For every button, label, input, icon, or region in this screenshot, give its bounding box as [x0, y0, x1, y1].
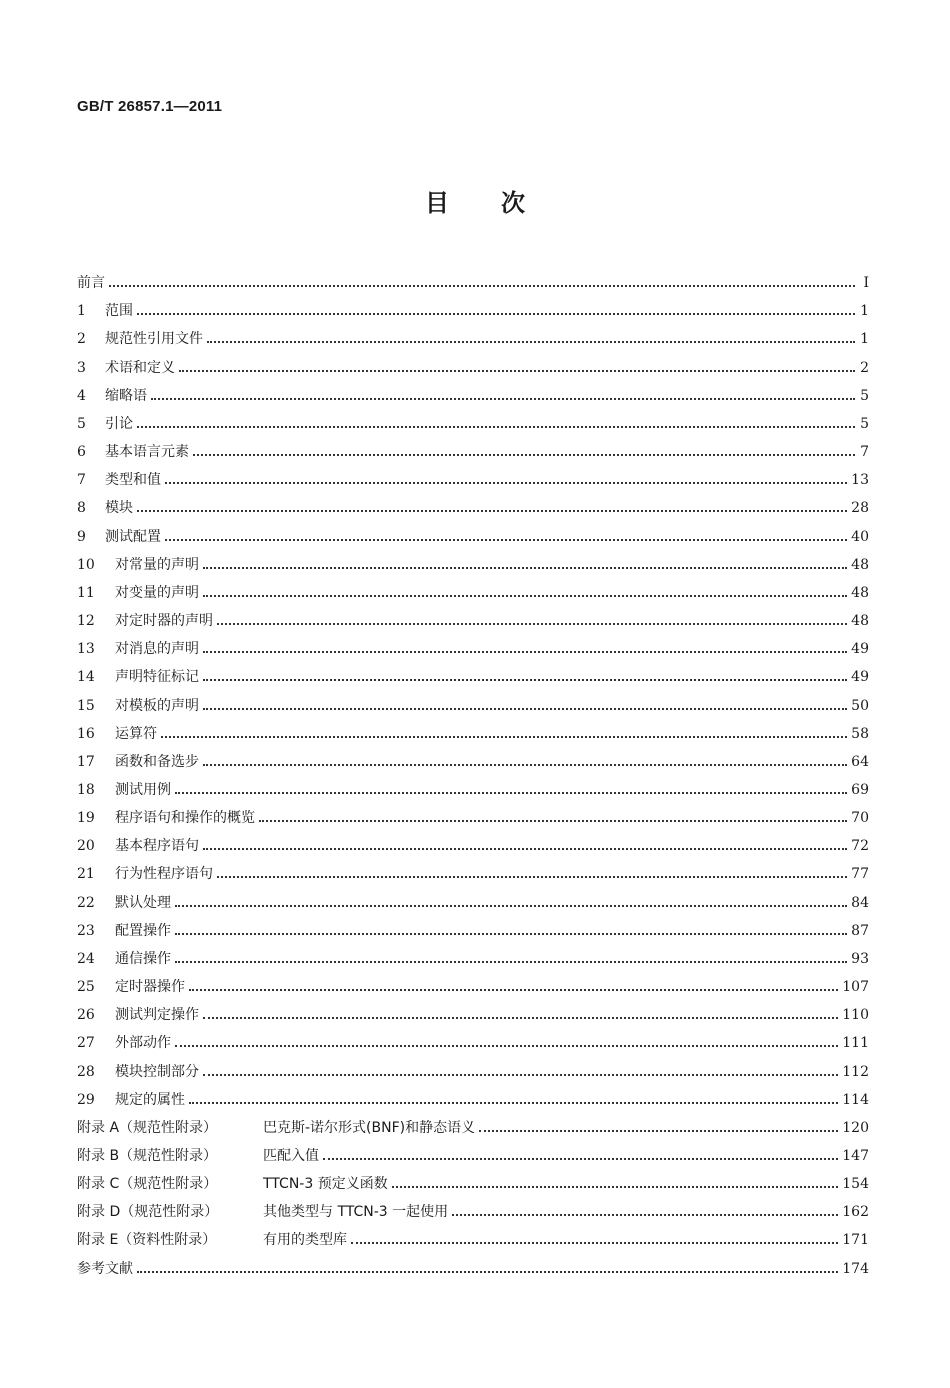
toc-entry-chapter-18[interactable]: [77, 771, 869, 799]
toc-number: 附录 E（资料性附录）: [77, 1232, 217, 1249]
toc-page-number: 70: [851, 810, 869, 827]
toc-number: 20: [77, 838, 95, 855]
toc-label: 参考文献: [77, 1260, 133, 1277]
dot-leader: [351, 1242, 838, 1244]
toc-page-number: 7: [860, 444, 869, 461]
toc-entry-chapter-19[interactable]: [77, 799, 869, 827]
toc-number: 15: [77, 697, 95, 714]
dot-leader: [323, 1158, 838, 1160]
toc-entry-annex-1[interactable]: [77, 1109, 869, 1137]
toc-number: 24: [77, 950, 95, 967]
toc-entry-chapter-11[interactable]: [77, 574, 869, 602]
toc-label: 运算符: [115, 725, 157, 742]
toc-page-number: 5: [860, 415, 869, 432]
toc-page-number: 49: [851, 669, 869, 686]
toc-page-number: 112: [842, 1063, 869, 1080]
dot-leader: [189, 1102, 838, 1104]
toc-entry-chapter-24[interactable]: [77, 940, 869, 968]
toc-number: 26: [77, 1007, 95, 1024]
toc-number: 25: [77, 979, 95, 996]
dot-leader: [203, 1017, 838, 1019]
toc-number: 11: [77, 584, 95, 601]
toc-entry-chapter-4[interactable]: [77, 377, 869, 405]
toc-label: 术语和定义: [105, 359, 175, 376]
toc-entry-chapter-25[interactable]: [77, 968, 869, 996]
toc-page-number: 48: [851, 584, 869, 601]
toc-label: 模块控制部分: [115, 1063, 199, 1080]
toc-number: 3: [77, 359, 86, 376]
toc-entry-chapter-15[interactable]: [77, 686, 869, 714]
toc-label: 基本程序语句: [115, 838, 199, 855]
toc-page-number: 93: [851, 950, 869, 967]
toc-label: 测试判定操作: [115, 1007, 199, 1024]
dot-leader: [175, 905, 847, 907]
toc-label: 行为性程序语句: [115, 866, 213, 883]
toc-page-number: 1: [860, 303, 869, 320]
dot-leader: [392, 1186, 839, 1188]
toc-page-number: 111: [842, 1035, 869, 1052]
toc-number: 29: [77, 1091, 95, 1108]
toc-page-number: 107: [842, 979, 869, 996]
toc-entry-chapter-27[interactable]: [77, 1024, 869, 1052]
toc-label: 外部动作: [115, 1035, 171, 1052]
toc-page-number: 84: [851, 894, 869, 911]
toc-label: 其他类型与 TTCN-3 一起使用: [263, 1204, 449, 1221]
toc-page-number: 13: [851, 472, 869, 489]
dot-leader: [151, 398, 855, 400]
toc-number: 4: [77, 387, 86, 404]
toc-entry-chapter-13[interactable]: [77, 630, 869, 658]
toc-label: 测试用例: [115, 781, 171, 798]
dot-leader: [203, 848, 847, 850]
toc-number: 19: [77, 810, 95, 827]
toc-label: 对模板的声明: [115, 697, 199, 714]
toc-entry-annex-2[interactable]: [77, 1137, 869, 1165]
table-of-contents: [77, 264, 869, 1278]
dot-leader: [203, 595, 847, 597]
toc-page-number: 114: [842, 1091, 869, 1108]
toc-number: 12: [77, 613, 95, 630]
toc-page-number: 69: [851, 781, 869, 798]
dot-leader: [109, 285, 855, 287]
toc-number: 附录 D（规范性附录）: [77, 1204, 219, 1221]
toc-label: 前言: [77, 275, 105, 292]
toc-entry-chapter-28[interactable]: [77, 1052, 869, 1080]
toc-entry-chapter-7[interactable]: [77, 461, 869, 489]
toc-number: 附录 B（规范性附录）: [77, 1148, 218, 1164]
dot-leader: [479, 1130, 838, 1132]
toc-number: 22: [77, 894, 95, 911]
toc-entry-chapter-6[interactable]: [77, 433, 869, 461]
dot-leader: [175, 792, 847, 794]
dot-leader: [137, 1271, 838, 1273]
toc-entry-chapter-10[interactable]: [77, 546, 869, 574]
dot-leader: [175, 933, 847, 935]
toc-entry-chapter-29[interactable]: [77, 1081, 869, 1109]
dot-leader: [175, 961, 847, 963]
toc-page-number: 87: [851, 922, 869, 939]
toc-entry-chapter-16[interactable]: [77, 715, 869, 743]
toc-page-number: 5: [860, 387, 869, 404]
toc-page-number: 110: [842, 1007, 869, 1024]
dot-leader: [217, 623, 847, 625]
toc-page-number: 64: [851, 753, 869, 770]
dot-leader: [161, 736, 847, 738]
toc-entry-chapter-8[interactable]: [77, 489, 869, 517]
dot-leader: [203, 679, 847, 681]
toc-number: 16: [77, 725, 95, 742]
dot-leader: [175, 1045, 838, 1047]
toc-number: 7: [77, 472, 86, 489]
toc-entry-chapter-2[interactable]: [77, 320, 869, 348]
toc-entry-annex-4[interactable]: [77, 1193, 869, 1221]
toc-entry-chapter-23[interactable]: [77, 912, 869, 940]
toc-number: 附录 A（规范性附录）: [77, 1119, 218, 1136]
dot-leader: [165, 539, 847, 541]
toc-page-number: 49: [851, 641, 869, 658]
dot-leader: [165, 482, 847, 484]
toc-page-number: 154: [842, 1176, 869, 1193]
toc-label: 巴克斯-诺尔形式(BNF)和静态语义: [263, 1119, 476, 1136]
toc-number: 8: [77, 500, 86, 517]
toc-number: 5: [77, 415, 86, 432]
toc-page-number: 171: [842, 1232, 869, 1249]
toc-number: 28: [77, 1063, 95, 1080]
toc-label: 有用的类型库: [263, 1232, 347, 1249]
toc-number: 10: [77, 556, 95, 573]
toc-number: 附录 C（规范性附录）: [77, 1176, 218, 1193]
toc-number: 14: [77, 669, 95, 686]
toc-number: 18: [77, 781, 95, 798]
toc-entry-chapter-21[interactable]: [77, 855, 869, 883]
toc-page-number: 162: [842, 1204, 869, 1221]
toc-entry-chapter-20[interactable]: [77, 827, 869, 855]
toc-entry-annex-3[interactable]: [77, 1165, 869, 1193]
dot-leader: [179, 370, 855, 372]
toc-label: 配置操作: [115, 922, 171, 939]
toc-label: 规定的属性: [115, 1091, 185, 1108]
toc-number: 17: [77, 753, 95, 770]
dot-leader: [452, 1214, 838, 1216]
toc-label: 对常量的声明: [115, 556, 199, 573]
toc-entry-chapter-9[interactable]: [77, 517, 869, 545]
toc-number: 6: [77, 444, 86, 461]
toc-page-number: 147: [842, 1148, 869, 1164]
toc-entry-chapter-3[interactable]: [77, 348, 869, 376]
dot-leader: [189, 989, 838, 991]
toc-entry-chapter-17[interactable]: [77, 743, 869, 771]
toc-label: 对定时器的声明: [115, 613, 213, 630]
toc-page-number: 174: [842, 1260, 869, 1277]
toc-entry-annex-5[interactable]: [77, 1221, 869, 1249]
toc-label: 对消息的声明: [115, 641, 199, 658]
toc-label: 基本语言元素: [105, 444, 189, 461]
toc-page-number: 48: [851, 613, 869, 630]
toc-page-number: 1: [860, 331, 869, 348]
toc-page-number: 2: [860, 359, 869, 376]
toc-label: 声明特征标记: [115, 669, 199, 686]
dot-leader: [203, 764, 847, 766]
toc-entry-chapter-26[interactable]: [77, 996, 869, 1024]
dot-leader: [203, 1074, 838, 1076]
toc-label: 通信操作: [115, 950, 171, 967]
dot-leader: [137, 510, 847, 512]
toc-page-number: I: [863, 275, 869, 292]
toc-label: 默认处理: [115, 894, 171, 911]
dot-leader: [203, 708, 847, 710]
toc-label: 引论: [105, 415, 133, 432]
toc-page-number: 28: [851, 500, 869, 517]
toc-label: 类型和值: [105, 472, 161, 489]
toc-label: 对变量的声明: [115, 584, 199, 601]
toc-entry-bibliography[interactable]: [77, 1249, 869, 1277]
dot-leader: [203, 567, 847, 569]
toc-label: 范围: [105, 303, 133, 320]
toc-label: 函数和备选步: [115, 753, 199, 770]
toc-number: 9: [77, 528, 86, 545]
toc-number: 2: [77, 331, 86, 348]
toc-page-number: 40: [851, 528, 869, 545]
toc-label: 匹配入值: [263, 1148, 319, 1164]
dot-leader: [203, 651, 847, 653]
standard-code: GB/T 26857.1—2011: [77, 98, 223, 115]
toc-label: 缩略语: [105, 387, 147, 404]
toc-page-number: 50: [851, 697, 869, 714]
toc-label: TTCN-3 预定义函数: [263, 1176, 388, 1193]
toc-number: 21: [77, 866, 95, 883]
toc-page-number: 120: [842, 1119, 869, 1136]
toc-number: 27: [77, 1035, 95, 1052]
page-title: 目次: [425, 189, 577, 217]
toc-entry-chapter-5[interactable]: [77, 405, 869, 433]
toc-page-number: 58: [851, 725, 869, 742]
toc-entry-chapter-12[interactable]: [77, 602, 869, 630]
toc-label: 模块: [105, 500, 133, 517]
toc-label: 定时器操作: [115, 979, 185, 996]
toc-label: 测试配置: [105, 528, 161, 545]
toc-number: 23: [77, 922, 95, 939]
toc-page-number: 72: [851, 838, 869, 855]
toc-number: 1: [77, 303, 86, 320]
dot-leader: [137, 313, 855, 315]
toc-number: 13: [77, 641, 95, 658]
toc-entry-chapter-22[interactable]: [77, 883, 869, 911]
toc-page-number: 77: [851, 866, 869, 883]
dot-leader: [193, 454, 855, 456]
toc-page-number: 48: [851, 556, 869, 573]
dot-leader: [207, 341, 855, 343]
toc-label: 规范性引用文件: [105, 331, 203, 348]
dot-leader: [217, 876, 847, 878]
dot-leader: [137, 426, 855, 428]
dot-leader: [259, 820, 847, 822]
toc-entry-chapter-14[interactable]: [77, 658, 869, 686]
toc-entry-preface[interactable]: [77, 264, 869, 292]
toc-entry-chapter-1[interactable]: [77, 292, 869, 320]
toc-label: 程序语句和操作的概览: [115, 810, 255, 827]
